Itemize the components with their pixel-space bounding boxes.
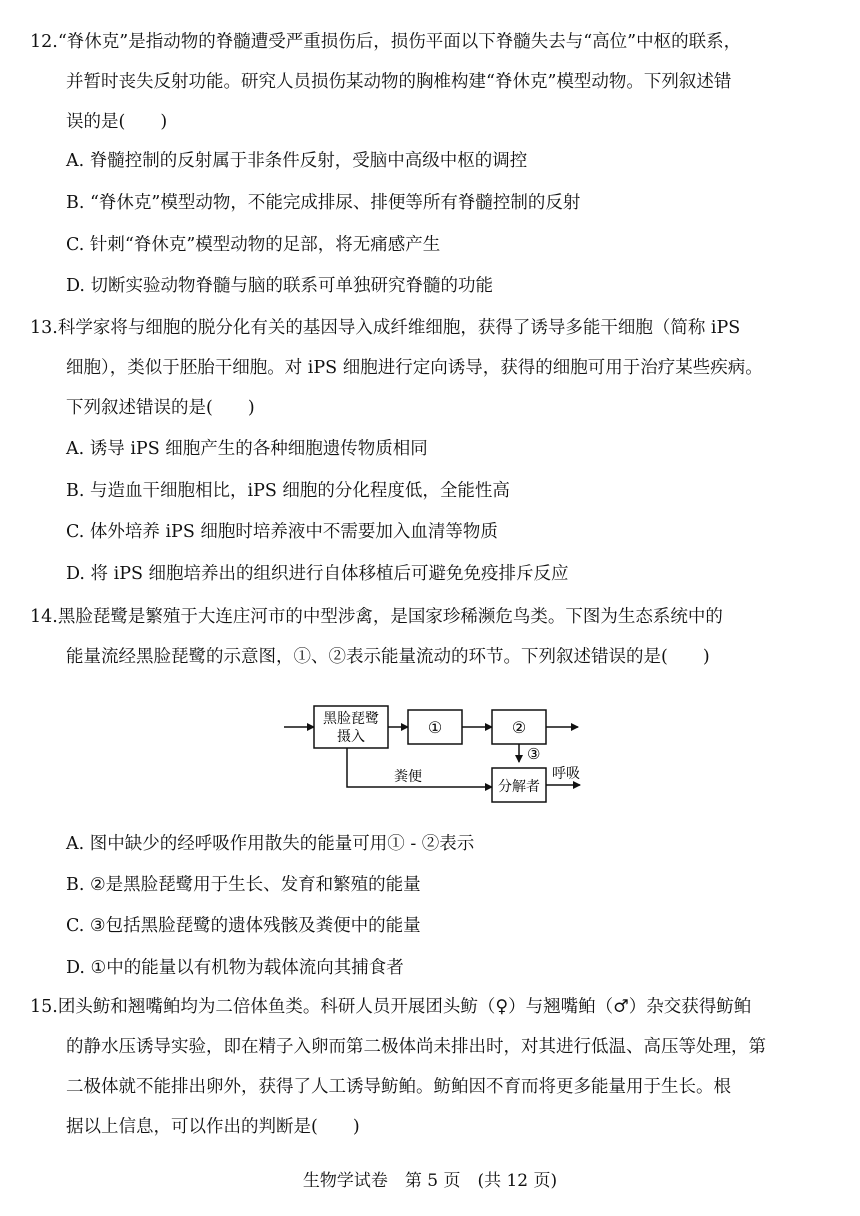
question-13-line-3: 下列叙述错误的是( ): [66, 398, 255, 418]
question-15-line-3: 二极体就不能排出卵外，获得了人工诱导鲂鲌。鲂鲌因不育而将更多能量用于生长。根: [66, 1077, 731, 1097]
question-13-option-d: D. 将 iPS 细胞培养出的组织进行自体移植后可避免免疫排斥反应: [66, 564, 569, 584]
question-14-option-b: B. ②是黑脸琵鹭用于生长、发育和繁殖的能量: [66, 875, 421, 895]
question-12-option-d: D. 切断实验动物脊髓与脑的联系可单独研究脊髓的功能: [66, 276, 494, 296]
question-15-line-2: 的静水压诱导实验，即在精子入卵而第二极体尚未排出时，对其进行低温、高压等处理，第: [66, 1037, 766, 1057]
question-13-option-a: A. 诱导 iPS 细胞产生的各种细胞遗传物质相同: [66, 439, 428, 459]
question-13-line-2: 细胞），类似于胚胎干细胞。对 iPS 细胞进行定向诱导，获得的细胞可用于治疗某些疾病。: [66, 358, 763, 378]
question-13-line-1: 13.科学家将与细胞的脱分化有关的基因导入成纤维细胞，获得了诱导多能干细胞（简称 iPS: [30, 318, 741, 338]
question-13-option-b: B. 与造血干细胞相比，iPS 细胞的分化程度低，全能性高: [66, 481, 510, 501]
question-12-option-c: C. 针刺“脊休克”模型动物的足部，将无痛感产生: [66, 235, 441, 255]
question-15-line-1: 15.团头鲂和翘嘴鲌均为二倍体鱼类。科研人员开展团头鲂（♀）与翘嘴鲌（♂）杂交获得鲂鲌: [30, 997, 752, 1017]
question-12-line-2: 并暂时丧失反射功能。研究人员损伤某动物的胸椎构建“脊休克”模型动物。下列叙述错: [66, 72, 732, 92]
question-15-line-4: 据以上信息，可以作出的判断是( ): [66, 1117, 360, 1137]
question-14-stem: [30, 597, 820, 677]
question-14-line-2: 能量流经黑脸琵鹭的示意图，①、②表示能量流动的环节。下列叙述错误的是( ): [66, 647, 710, 667]
box-1-label: ①: [427, 718, 443, 737]
question-14-option-a: A. 图中缺少的经呼吸作用散失的能量可用① - ②表示: [66, 834, 475, 854]
respiration-label: 呼吸: [552, 766, 580, 782]
question-12-line-3: 误的是( ): [66, 112, 168, 132]
question-13-option-c: C. 体外培养 iPS 细胞时培养液中不需要加入血清等物质: [66, 522, 498, 542]
question-13-stem: [30, 308, 820, 428]
feces-label: 粪便: [394, 769, 422, 785]
question-14-line-1: 14.黑脸琵鹭是繁殖于大连庄河市的中型涉禽，是国家珍稀濒危鸟类。下图为生态系统中的: [30, 607, 723, 627]
question-14-option-d: D. ①中的能量以有机物为载体流向其捕食者: [66, 958, 404, 978]
decomposer-label: 分解者: [498, 779, 540, 795]
question-15-stem: [30, 987, 820, 1147]
question-12-option-a: A. 脊髓控制的反射属于非条件反射，受脑中高级中枢的调控: [66, 151, 528, 171]
intake-box-label-1: 黑脸琵鹭: [323, 711, 379, 727]
question-14-option-c: C. ③包括黑脸琵鹭的遗体残骸及粪便中的能量: [66, 916, 421, 936]
intake-box-label-2: 摄入: [337, 729, 365, 745]
question-12-line-1: 12.“脊休克”是指动物的脊髓遭受严重损伤后，损伤平面以下脊髓失去与“高位”中枢的联系，: [30, 32, 742, 52]
label-3: ③: [527, 745, 541, 763]
page-footer: 生物学试卷 第 5 页 (共 12 页): [302, 1171, 558, 1191]
energy-flow-diagram: [280, 696, 600, 814]
box-2-label: ②: [511, 718, 527, 737]
question-12-option-b: B. “脊休克”模型动物，不能完成排尿、排便等所有脊髓控制的反射: [66, 193, 581, 213]
question-12-stem: [30, 22, 820, 142]
